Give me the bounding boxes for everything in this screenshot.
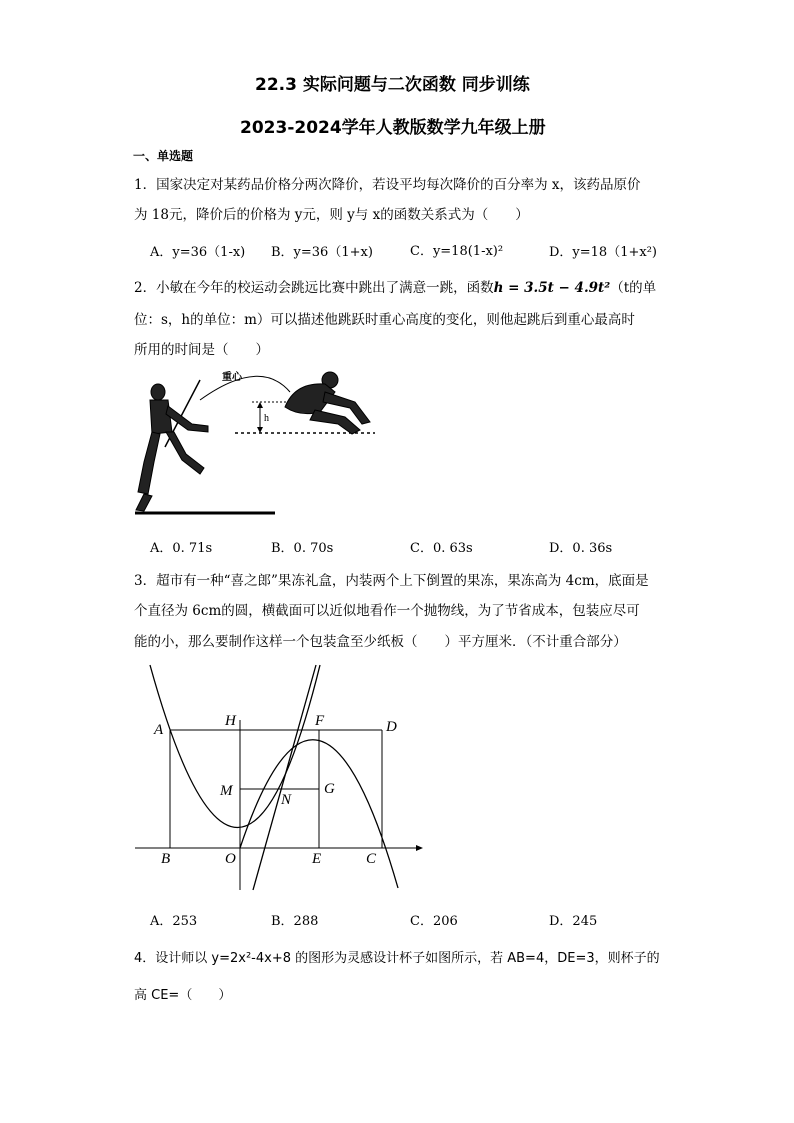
jelly-box-graph (130, 660, 430, 895)
label-e: E (312, 851, 322, 867)
label-o: O (225, 851, 236, 867)
label-n: N (281, 792, 292, 808)
q2-option-b[interactable]: B．0. 70s (271, 541, 334, 556)
q3-line3: 能的小，那么要制作这样一个包装盒至少纸板（ ）平方厘米．（不计重合部分） (134, 634, 627, 650)
q4-line1: 4．设计师以 y=2x²-4x+8 的图形为灵感设计杯子如图所示，若 AB=4，DE=3，则杯子的 (134, 951, 660, 966)
q2-line1-text: 2．小敏在今年的校运动会跳远比赛中跳出了满意一跳，函数 (134, 280, 494, 296)
q1-option-b[interactable]: B．y=36（1+x) (271, 245, 373, 260)
q2-option-c[interactable]: C．0. 63s (410, 541, 473, 556)
q2-line1 (134, 276, 656, 296)
label-d: D (386, 719, 397, 735)
label-h: H (225, 713, 236, 729)
runner-silhouette (136, 384, 208, 511)
q1-option-c[interactable]: C．y=18(1-x)² (410, 244, 504, 259)
label-a: A (154, 722, 164, 738)
h-label: h (264, 413, 269, 424)
q3-option-c[interactable]: C．206 (410, 914, 458, 929)
q1-option-d[interactable]: D．y=18（1+x²) (549, 245, 657, 260)
page-title: 22.3 实际问题与二次函数 同步训练 (255, 75, 530, 95)
jumper-silhouette (285, 372, 370, 434)
q3-line2: 个直径为 6cm的圆，横截面可以近似地看作一个抛物线，为了节省成本，包装应尽可 (134, 603, 640, 619)
q1-line2: 为 18元，降价后的价格为 y元，则 y与 x的函数关系式为（ ） (134, 207, 529, 223)
long-jump-figure (130, 362, 380, 522)
label-b: B (161, 851, 171, 867)
label-g: G (324, 781, 335, 797)
line-through-n (253, 665, 316, 890)
center-label: 重心 (222, 372, 242, 383)
q2-line1-tail: （t的单 (610, 280, 657, 296)
q2-option-a[interactable]: A．0. 71s (150, 541, 213, 556)
flight-arc (200, 376, 290, 400)
label-f: F (315, 713, 325, 729)
q3-option-d[interactable]: D．245 (549, 914, 598, 929)
label-c: C (366, 851, 377, 867)
q2-formula: h = 3.5t − 4.9t² (493, 280, 611, 296)
q3-option-b[interactable]: B．288 (271, 914, 319, 929)
q2-line3: 所用的时间是（ ） (134, 342, 269, 358)
q1-option-a[interactable]: A．y=36（1-x) (150, 245, 246, 260)
q3-option-a[interactable]: A．253 (150, 914, 198, 929)
q3-line1: 3．超市有一种“喜之郎”果冻礼盒，内装两个上下倒置的果冻，果冻高为 4cm，底面是 (134, 573, 649, 589)
q2-option-d[interactable]: D．0. 36s (549, 541, 613, 556)
label-m: M (220, 783, 233, 799)
section-heading: 一、单选题 (133, 149, 194, 163)
q1-line1: 1．国家决定对某药品价格分两次降价，若设平均每次降价的百分率为 x，该药品原价 (134, 177, 641, 193)
page-subtitle: 2023-2024学年人教版数学九年级上册 (240, 118, 546, 138)
q2-line2: 位：s，h的单位：m）可以描述他跳跃时重心高度的变化，则他起跳后到重心最高时 (134, 312, 635, 328)
q4-line2: 高 CE=（ ） (134, 988, 232, 1003)
